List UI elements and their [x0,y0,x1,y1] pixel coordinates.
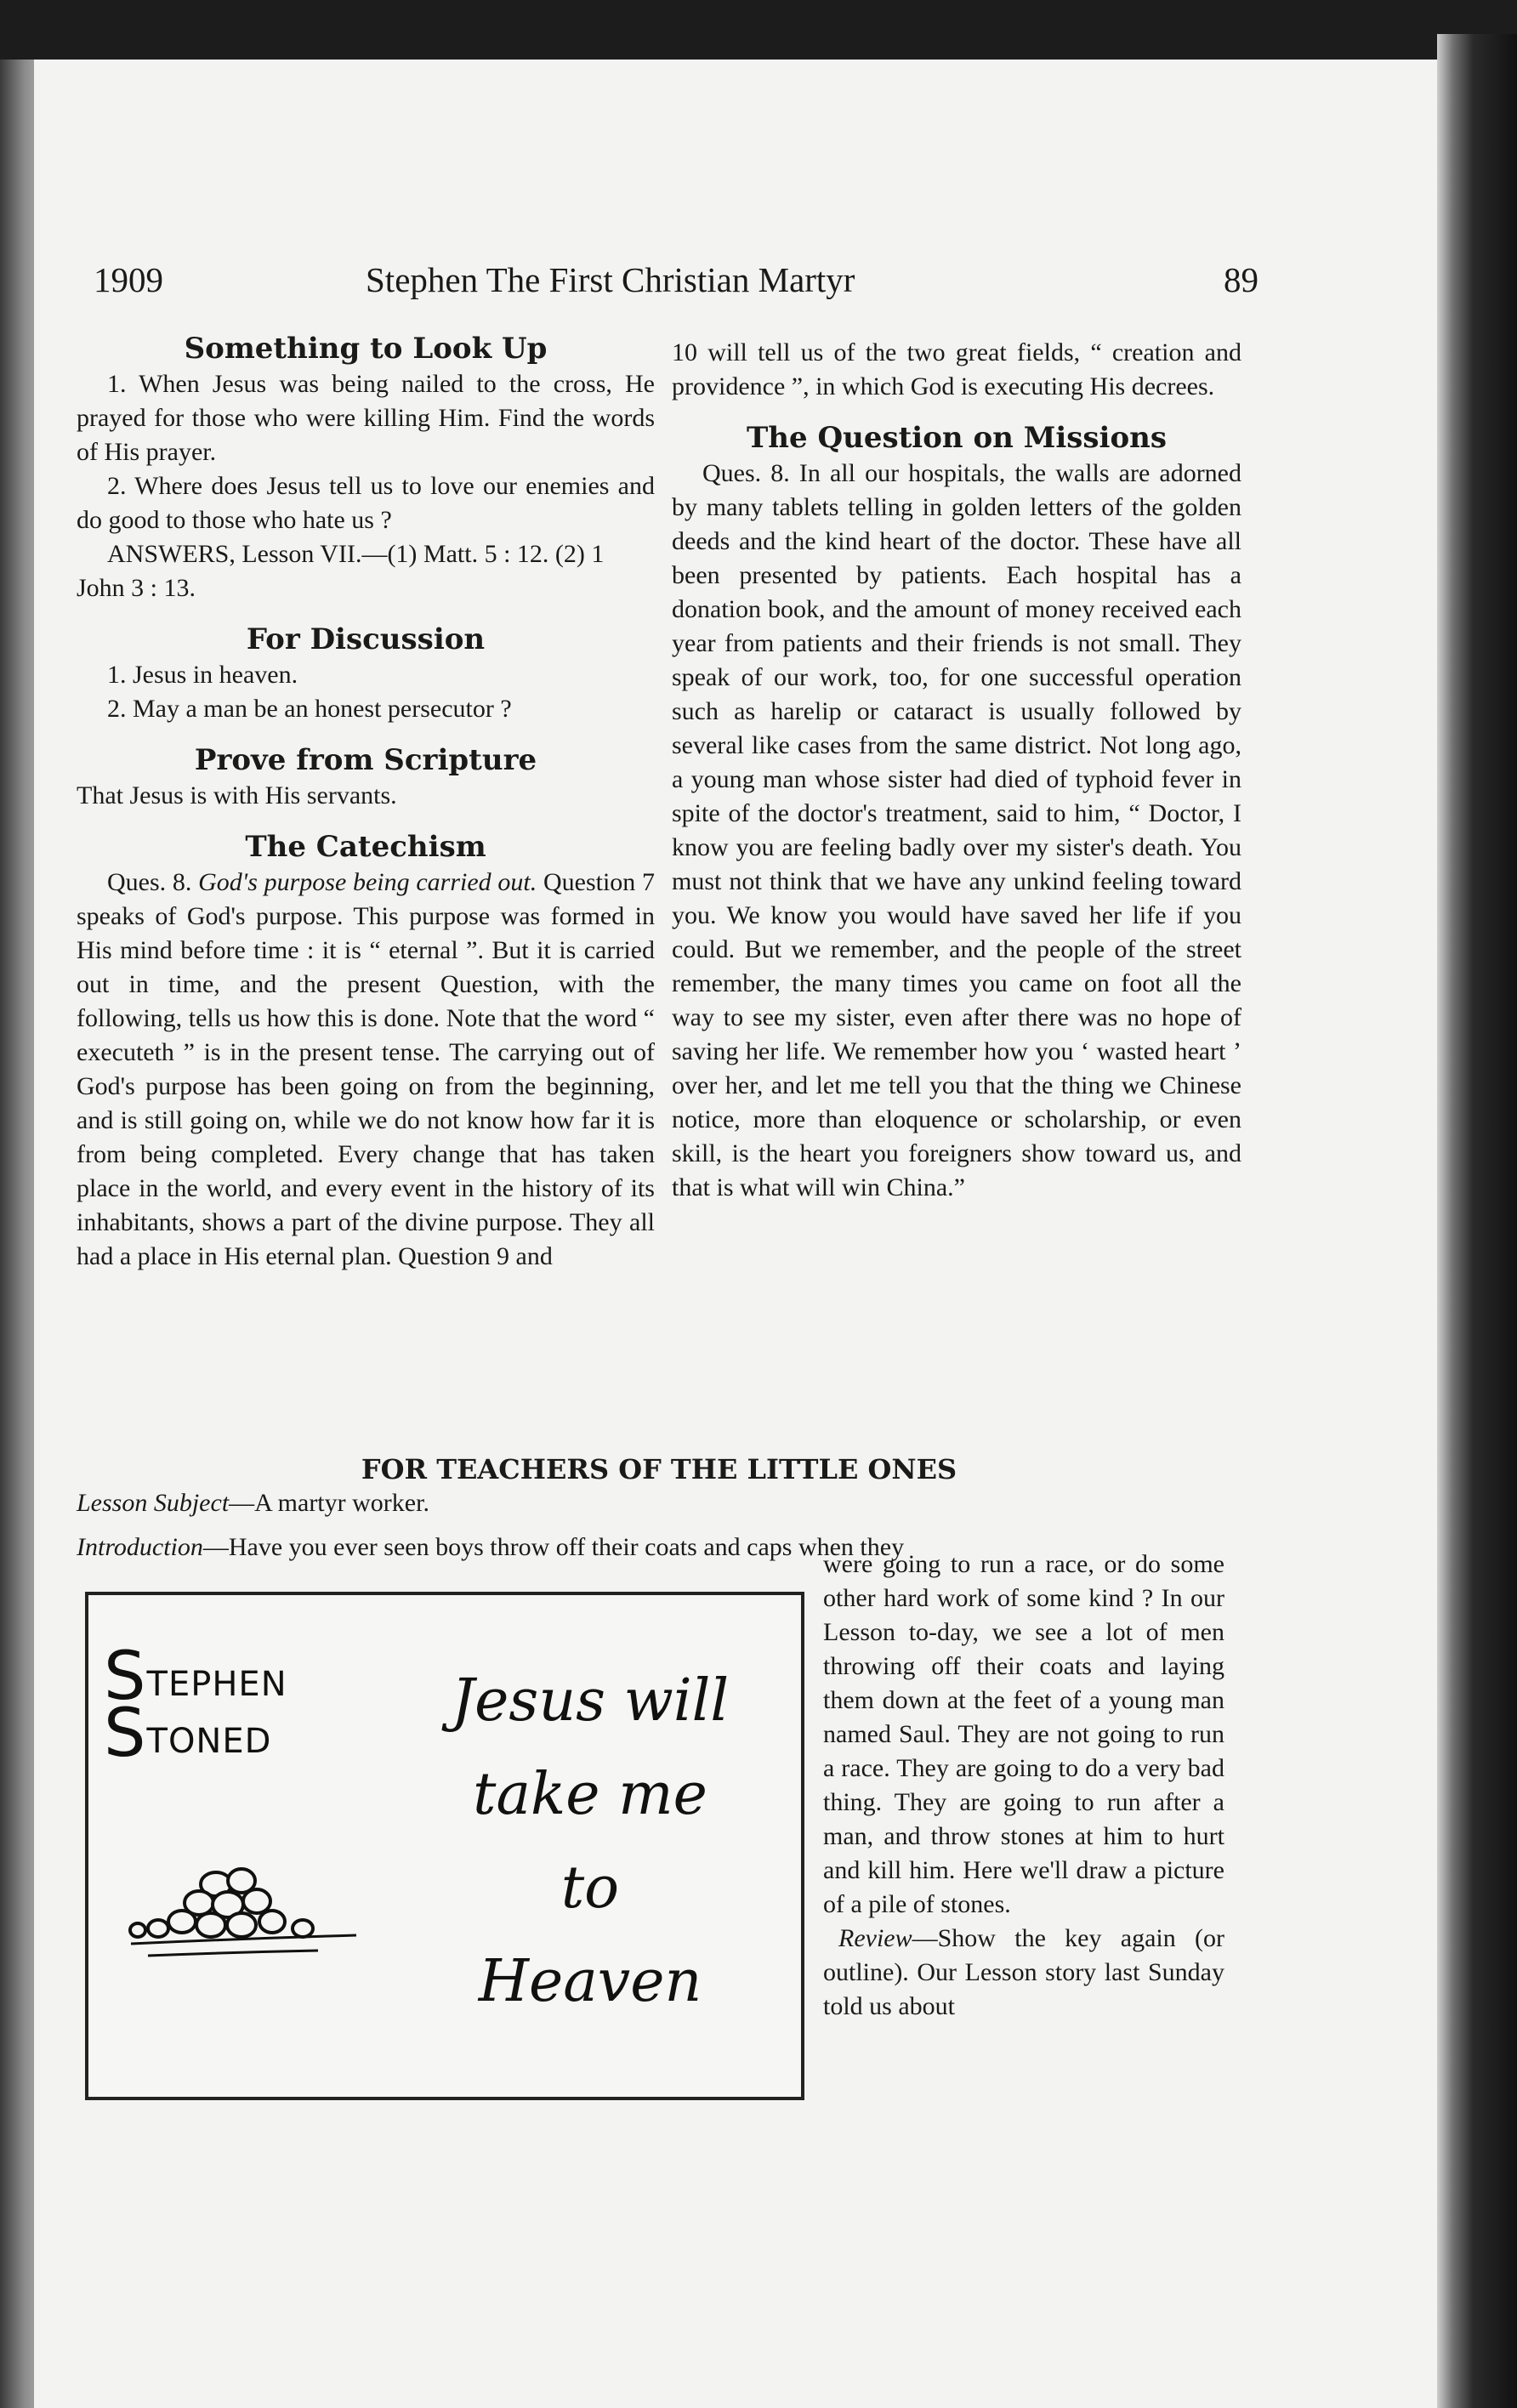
lesson-subject [77,1486,1241,1520]
review-label: Review [838,1924,912,1952]
missions-body: Ques. 8. In all our hospitals, the walls are adorned by many tablets telling in golden letters of the golden deeds and the kind heart of the doctor. These have all been presented by patients. Each hospital has a donation book, and the amount of money received each year from patients and their friends is not small. They speak of our work, too, for one successful operation such as harelip or cataract is usually followed by several like cases from the same district. Not long ago, a young man whose sister had died of typhoid fever in spite of the doctor's treatment, said to him, “ Doctor, I know you are feeling badly over my sister's death. You must not think that we have any unkind feeling toward you. We know you would have saved her life if you could. But we remember, and the people of the street remember, the many times you came on foot all the way to see my sister, even after there was no hope of saving her life. We remember how you ‘ wasted heart ’ over her, and let me tell you that the thing we Chinese notice, more than eloquence or scholarship, or even skill, is the heart you foreigners show toward us, and that is what will win China.” [672,459,1241,1201]
catechism-heading: The Catechism [245,830,486,864]
discussion-heading: For Discussion [246,622,486,656]
catechism-lead-italic: God's purpose being carried out. [198,868,537,896]
page-number: 89 [1224,260,1258,299]
missions-heading: The Question on Missions [747,421,1167,455]
discussion-item: 1. Jesus in heaven. [107,661,298,689]
look-up-heading: Something to Look Up [184,332,548,366]
stephen-stoned-lettering [104,1638,287,1772]
initial-s: S [104,1695,147,1772]
introduction-continued [823,1548,1224,2024]
lesson-subject-label: Lesson Subject [77,1489,230,1517]
look-up-question-2: 2. Where does Jesus tell us to love our enemies and do good to those who hate us ? [77,472,655,534]
discussion-item: 2. May a man be an honest persecutor ? [107,695,512,723]
catechism-continued: 10 will tell us of the two great fields, “ creation and providence ”, in which God is executing His decrees. [672,338,1241,400]
header-year: 1909 [94,260,163,299]
script-line: take me [473,1761,707,1828]
prove-text: That Jesus is with His servants. [77,781,397,809]
header-title: Stephen The First Christian Martyr [366,260,855,299]
review-paragraph [823,1922,1224,2024]
catechism-text: Question 7 speaks of God's purpose. This purpose was formed in His mind before time : it is “ eternal ”. But it is carried out in time, and the present Question, with the following, tells us how this is done. Note that the word “ executeth ” is in the present tense. The carrying out of God's purpose has been going on from the beginning, and is still going on, while we do not know how far it is from being completed. Every change that has taken place in the world, and every event in the history of its inhabitants, shows a part of the divine purpose. They all had a place in His eternal plan. Question 9 and [77,868,656,1270]
introduction-rest: were going to run a race, or do some other hard work of some kind ? In our Lesson to-day, we see a lot of men throwing off their coats and laying them down at the feet of a young man named Saul. They are not going to run a race. They are going to do a very bad thing. They are going to run after a man, and throw stones at him to hurt and kill him. Here we'll draw a picture of a pile of stones. [823,1550,1224,1918]
book-edge [1437,34,1517,2408]
word-stoned: TONED [146,1722,272,1761]
review-text: —Show the key again (or outline). Our Lesson story last Sunday told us about [823,1924,1224,2020]
look-up-answers: ANSWERS, Lesson VII.—(1) Matt. 5 : 12. (2) 1 John 3 : 13. [77,540,605,602]
pile-of-stones-icon [114,1850,369,1969]
prove-heading: Prove from Scripture [194,743,537,777]
blackboard-illustration [85,1592,804,2100]
initial-s: S [104,1638,147,1715]
left-column [77,330,655,1274]
teachers-section [77,1452,1241,1520]
script-line: Heaven [478,1948,702,2015]
teachers-heading: FOR TEACHERS OF THE LITTLE ONES [361,1453,957,1485]
lesson-subject-text: —A martyr worker. [229,1489,429,1517]
right-column [672,336,1241,1205]
look-up-question-1: 1. When Jesus was being nailed to the cross, He prayed for those who were killing Him. Find the words of His prayer. [77,370,655,466]
catechism-lead: Ques. 8. [107,868,192,896]
script-line: Jesus will [451,1667,730,1735]
running-header [94,259,1258,310]
introduction-first-text: —Have you ever seen boys throw off their coats and caps when they [202,1533,905,1561]
handwritten-text [429,1655,752,2029]
introduction-label: Introduction [77,1533,203,1561]
word-stephen: TEPHEN [146,1665,287,1704]
catechism-body [77,866,655,1274]
script-line: to [560,1854,620,1922]
